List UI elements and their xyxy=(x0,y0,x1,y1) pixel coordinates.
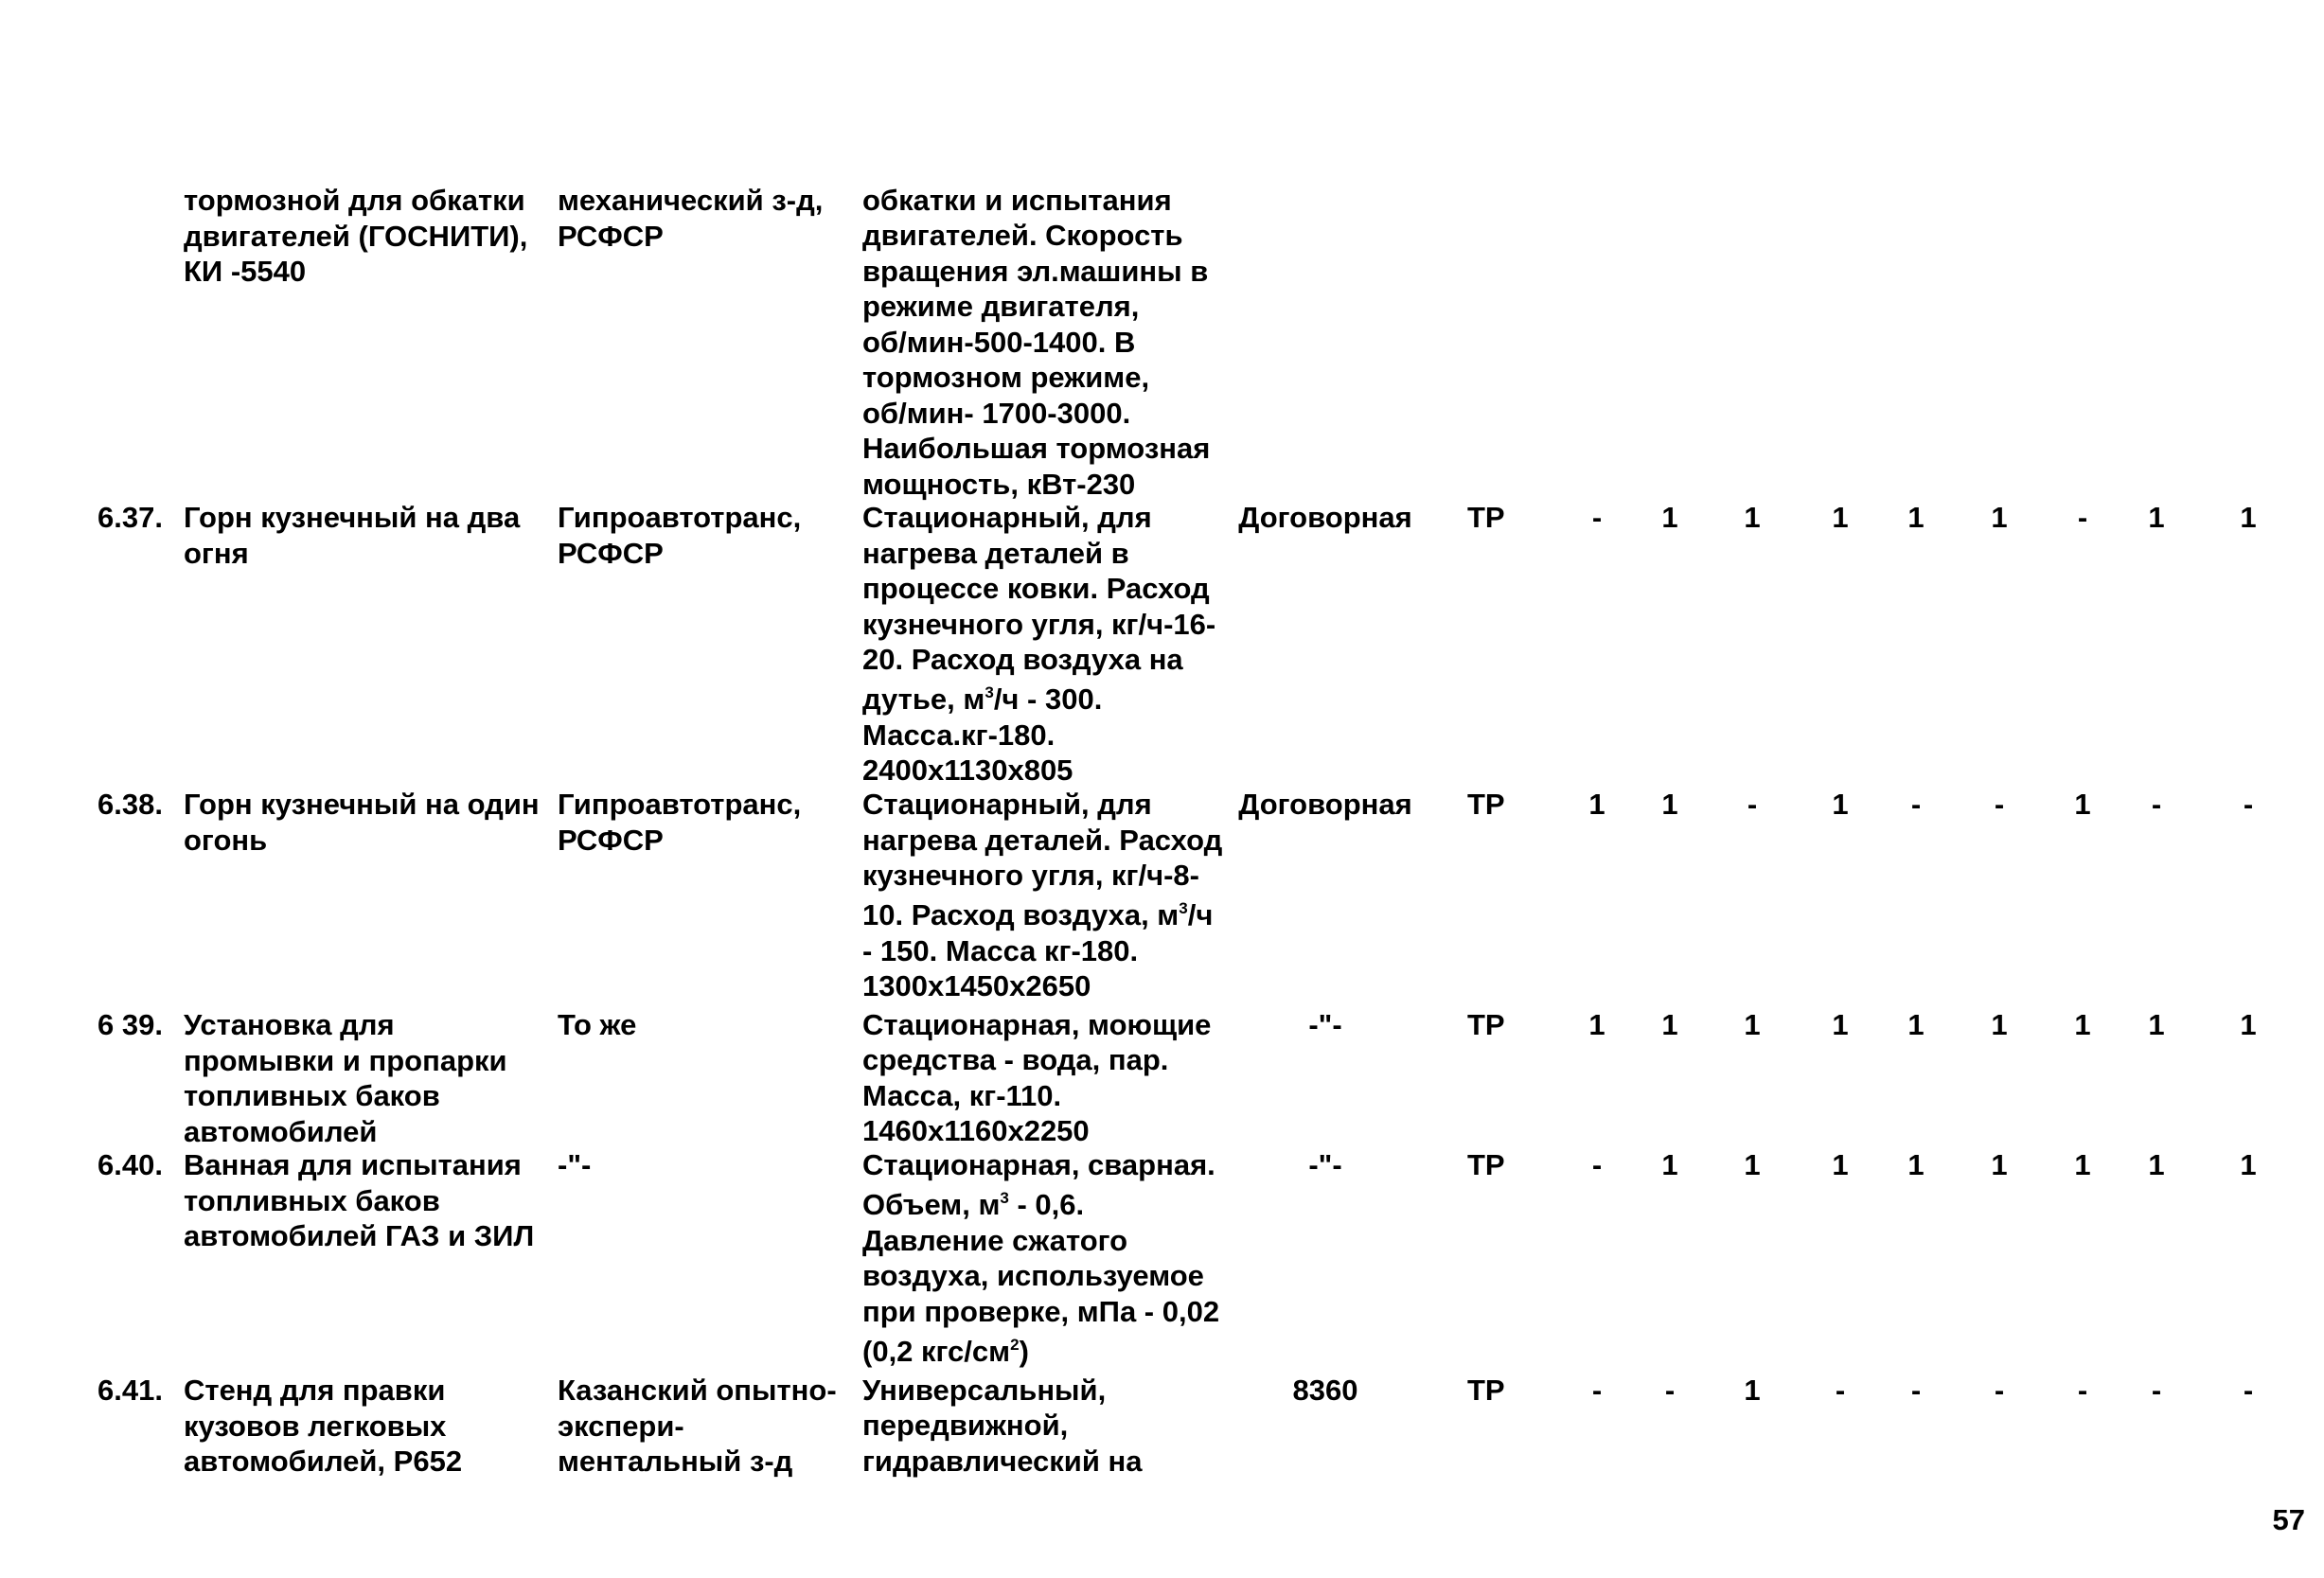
quantity-mark: - xyxy=(1994,788,2005,821)
price: -"- xyxy=(1308,1008,1342,1041)
quantity-mark: 1 xyxy=(2240,1008,2257,1041)
specification-line: кузнечного угля, кг/ч-16- xyxy=(862,608,1216,641)
specification-line: процессе ковки. Расход xyxy=(862,572,1210,605)
manufacturer: Гипроавтотранс, РСФСР xyxy=(558,788,802,857)
quantity-mark: 1 xyxy=(2148,501,2165,534)
quantity-mark: 1 xyxy=(1661,501,1678,534)
row-number: 6.37. xyxy=(98,501,163,534)
repair-type: ТР xyxy=(1467,501,1505,534)
quantity-mark: 1 xyxy=(2074,1148,2091,1181)
specification-line: 10. Расход воздуха, $м^3/ч$ xyxy=(862,898,1214,931)
specification-line: Масса.кг-180. xyxy=(862,718,1056,752)
quantity-mark: 1 xyxy=(1661,788,1678,821)
quantity-mark: 1 xyxy=(2240,1148,2257,1181)
quantity-mark: 1 xyxy=(2074,1008,2091,1041)
quantity-mark: 1 xyxy=(2148,1148,2165,1181)
quantity-mark: - xyxy=(1591,1148,1603,1181)
quantity-mark: - xyxy=(2151,1374,2162,1407)
quantity-mark: - xyxy=(1910,788,1922,821)
equipment-name: Стенд для правки кузовов легковых автомобилей, Р652 xyxy=(184,1374,463,1478)
repair-type: ТР xyxy=(1467,1374,1505,1407)
specification-line: Объем, $м^3 - 0,6$. xyxy=(862,1188,1085,1221)
manufacturer: механический з-д, РСФСР xyxy=(558,184,824,253)
quantity-mark: 1 xyxy=(1744,1008,1761,1041)
quantity-mark: 1 xyxy=(1744,1374,1761,1407)
specification-line: - 150. Масса кг-180. xyxy=(862,934,1139,967)
quantity-mark: 1 xyxy=(1991,1008,2008,1041)
quantity-mark: - xyxy=(2243,1374,2254,1407)
equipment-name: тормозной для обкатки двигателей (ГОСНИТИ), КИ -5540 xyxy=(184,184,528,288)
specification-line: Давление сжатого xyxy=(862,1224,1128,1257)
quantity-mark: 1 xyxy=(1588,1008,1606,1041)
quantity-mark: 1 xyxy=(1832,501,1849,534)
specification-line: нагрева деталей. Расход xyxy=(862,824,1223,857)
price: Договорная xyxy=(1238,788,1412,821)
specification-line: двигателей. Скорость xyxy=(862,219,1183,252)
quantity-mark: 1 xyxy=(1832,788,1849,821)
repair-type: ТР xyxy=(1467,788,1505,821)
specification-line: Стационарный, для xyxy=(862,501,1152,534)
equipment-name: Горн кузнечный на один огонь xyxy=(184,788,540,857)
quantity-mark: 1 xyxy=(1744,501,1761,534)
quantity-mark: 1 xyxy=(2148,1008,2165,1041)
row-number: 6 39. xyxy=(98,1008,163,1041)
specification-line: нагрева деталей в xyxy=(862,537,1129,570)
quantity-mark: 1 xyxy=(2074,788,2091,821)
specification-line: гидравлический на xyxy=(862,1445,1143,1478)
manufacturer: То же xyxy=(558,1008,637,1041)
quantity-mark: 1 xyxy=(1661,1148,1678,1181)
repair-type: ТР xyxy=(1467,1148,1505,1181)
quantity-mark: 1 xyxy=(2240,501,2257,534)
quantity-mark: 1 xyxy=(1991,501,2008,534)
specification-line: Наибольшая тормозная xyxy=(862,432,1211,465)
quantity-mark: - xyxy=(1747,788,1758,821)
price: 8360 xyxy=(1292,1374,1358,1407)
quantity-mark: - xyxy=(2243,788,2254,821)
specification-line: обкатки и испытания xyxy=(862,184,1172,217)
specification-line: дутье, $м^3/ч - 300$. xyxy=(862,683,1103,716)
specification-line: Универсальный, xyxy=(862,1374,1107,1407)
row-number: 6.41. xyxy=(98,1374,163,1407)
quantity-mark: 1 xyxy=(1661,1008,1678,1041)
repair-type: ТР xyxy=(1467,1008,1505,1041)
quantity-mark: - xyxy=(2151,788,2162,821)
specification-line: 20. Расход воздуха на xyxy=(862,643,1183,676)
manufacturer: Гипроавтотранс, РСФСР xyxy=(558,501,802,570)
quantity-mark: 1 xyxy=(1588,788,1606,821)
specification-line: 1300x1450x2650 xyxy=(862,969,1091,1002)
specification-line: воздуха, используемое xyxy=(862,1259,1204,1292)
quantity-mark: - xyxy=(1910,1374,1922,1407)
specification-line: Масса, кг-110. xyxy=(862,1079,1062,1112)
equipment-name: Ванная для испытания топливных баков автомобилей ГАЗ и ЗИЛ xyxy=(184,1148,535,1252)
quantity-mark: - xyxy=(1591,1374,1603,1407)
quantity-mark: 1 xyxy=(1744,1148,1761,1181)
quantity-mark: 1 xyxy=(1991,1148,2008,1181)
specification-line: при проверке, мПа - 0,02 xyxy=(862,1295,1220,1328)
specification-line: кузнечного угля, кг/ч-8- xyxy=(862,859,1199,892)
specification-line: об/мин-500-1400. В xyxy=(862,326,1136,359)
quantity-mark: 1 xyxy=(1832,1148,1849,1181)
quantity-mark: - xyxy=(1664,1374,1676,1407)
quantity-mark: 1 xyxy=(1832,1008,1849,1041)
equipment-name: Горн кузнечный на два огня xyxy=(184,501,521,570)
specification-line: (0,2 кгс/$см^2$) xyxy=(862,1335,1029,1368)
quantity-mark: - xyxy=(2077,501,2088,534)
quantity-mark: - xyxy=(1994,1374,2005,1407)
specification-line: тормозном режиме, xyxy=(862,361,1150,394)
quantity-mark: 1 xyxy=(1907,1008,1925,1041)
equipment-name: Установка для промывки и пропарки топливных баков автомобилей xyxy=(184,1008,507,1148)
specification-line: Стационарный, для xyxy=(862,788,1152,821)
price: -"- xyxy=(1308,1148,1342,1181)
row-number: 6.40. xyxy=(98,1148,163,1181)
page-number: 57 xyxy=(2272,1503,2305,1536)
quantity-mark: 1 xyxy=(1907,1148,1925,1181)
quantity-mark: - xyxy=(1835,1374,1846,1407)
quantity-mark: 1 xyxy=(1907,501,1925,534)
specification-line: 2400x1130x805 xyxy=(862,754,1073,787)
specification-line: вращения эл.машины в xyxy=(862,255,1209,288)
price: Договорная xyxy=(1238,501,1412,534)
row-number: 6.38. xyxy=(98,788,163,821)
specification-line: передвижной, xyxy=(862,1409,1069,1442)
specification-line: об/мин- 1700-3000. xyxy=(862,397,1131,430)
manufacturer: -"- xyxy=(558,1148,592,1181)
specification-line: Стационарная, сварная. xyxy=(862,1148,1215,1181)
specification-line: 1460x1160x2250 xyxy=(862,1114,1090,1147)
manufacturer: Казанский опытно- экспери- ментальный з-д xyxy=(558,1374,837,1478)
specification-line: мощность, кВт-230 xyxy=(862,468,1136,501)
specification-line: режиме двигателя, xyxy=(862,290,1140,323)
quantity-mark: - xyxy=(2077,1374,2088,1407)
specification-line: Стационарная, моющие xyxy=(862,1008,1212,1041)
quantity-mark: - xyxy=(1591,501,1603,534)
specification-line: средства - вода, пар. xyxy=(862,1043,1169,1076)
